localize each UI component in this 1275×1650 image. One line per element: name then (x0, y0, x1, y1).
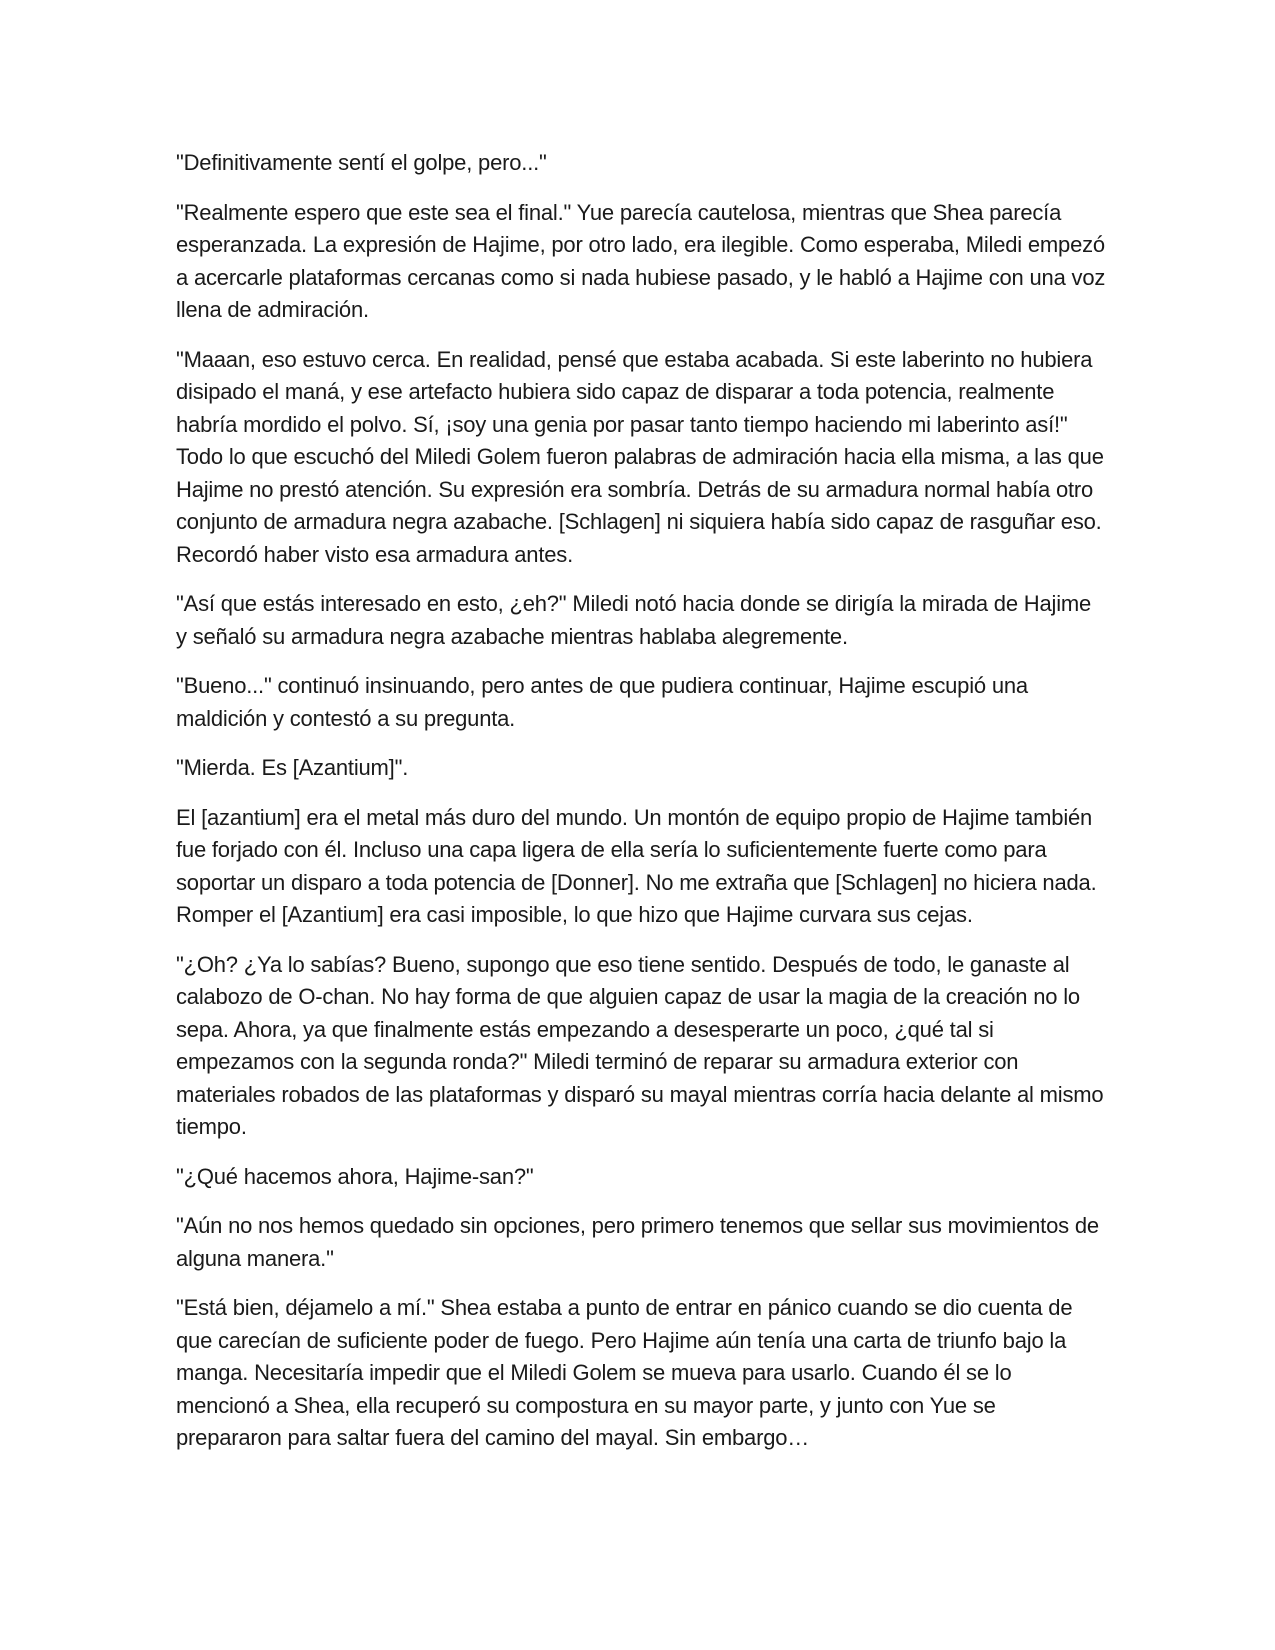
paragraph-7: El [azantium] era el metal más duro del mundo. Un montón de equipo propio de Hajime también fue forjado con él. Incluso una capa ligera de ella sería lo suficientemente fuerte como para soportar un disparo a toda potencia de [Donner]. No me extraña que [Schlagen] no hiciera nada. Romper el [Azantium] era casi imposible, lo que hizo que Hajime curvara sus cejas. (176, 804, 1097, 927)
paragraph-9: "¿Qué hacemos ahora, Hajime-san?" (176, 1163, 534, 1189)
paragraph-2: "Realmente espero que este sea el final." Yue parecía cautelosa, mientras que Shea parecía esperanzada. La expresión de Hajime, por otro lado, era ilegible. Como esperaba, Miledi empezó a acercarle plataformas cercanas como si nada hubiese pasado, y le habló a Hajime con una voz llena de admiración. (176, 199, 1106, 322)
paragraph-5: "Bueno..." continuó insinuando, pero antes de que pudiera continuar, Hajime escupió una maldición y contestó a su pregunta. (176, 673, 1028, 731)
paragraph-8: "¿Oh? ¿Ya lo sabías? Bueno, supongo que eso tiene sentido. Después de todo, le ganaste al calabozo de O-chan. No hay forma de que alguien capaz de usar la magia de la creación no lo sepa. Ahora, ya que finalmente estás empezando a desesperarte un poco, ¿qué tal si empezamos con la segunda ronda?" Miledi terminó de reparar su armadura exterior con materiales robados de las plataformas y disparó su mayal mientras corría hacia delante al mismo tiempo. (176, 951, 1104, 1139)
paragraph-11: "Está bien, déjamelo a mí." Shea estaba a punto de entrar en pánico cuando se dio cuenta de que carecían de suficiente poder de fuego. Pero Hajime aún tenía una carta de triunfo bajo la manga. Necesitaría impedir que el Miledi Golem se mueva para usarlo. Cuando él se lo mencionó a Shea, ella recuperó su compostura en su mayor parte, y junto con Yue se prepararon para saltar fuera del camino del mayal. Sin embargo… (176, 1295, 1073, 1450)
paragraph-10: "Aún no nos hemos quedado sin opciones, pero primero tenemos que sellar sus movimientos de alguna manera." (176, 1213, 1099, 1271)
paragraph-3: "Maaan, eso estuvo cerca. En realidad, pensé que estaba acabada. Si este laberinto no hubiera disipado el maná, y ese artefacto hubiera sido capaz de disparar a toda potencia, realmente habría mordido el polvo. Sí, ¡soy una genia por pasar tanto tiempo haciendo mi laberinto así!" Todo lo que escuchó del Miledi Golem fueron palabras de admiración hacia ella misma, a las que Hajime no prestó atención. Su expresión era sombría. Detrás de su armadura normal había otro conjunto de armadura negra azabache. [Schlagen] ni siquiera había sido capaz de rasguñar eso. Recordó haber visto esa armadura antes. (176, 346, 1104, 567)
paragraph-6: "Mierda. Es [Azantium]". (176, 755, 409, 780)
paragraph-1: "Definitivamente sentí el golpe, pero..." (176, 150, 547, 175)
paragraph-4: "Así que estás interesado en esto, ¿eh?" Miledi notó hacia donde se dirigía la mirada de Hajime y señaló su armadura negra azabache mientras hablaba alegremente. (176, 591, 1092, 649)
document-body (176, 147, 1106, 1472)
